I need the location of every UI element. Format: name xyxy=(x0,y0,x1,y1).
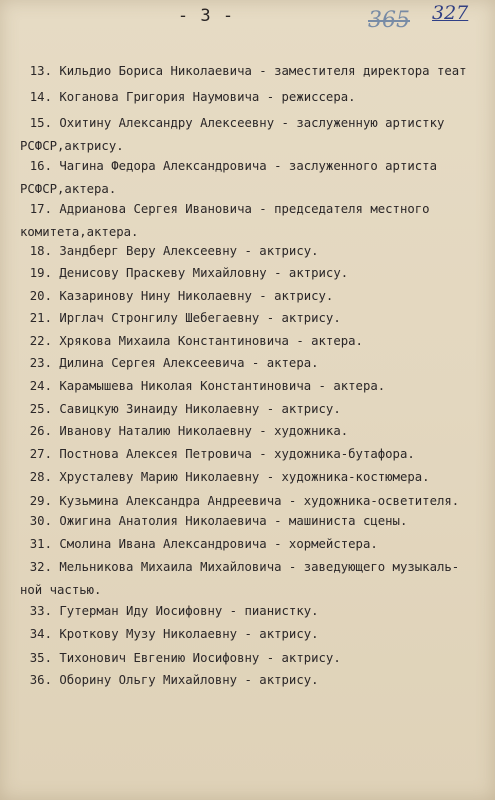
entry-number: 17. xyxy=(29,202,52,216)
entry-text: Охитину Александру Алексеевну - заслуженную артистку xyxy=(59,116,445,130)
entry-line xyxy=(20,330,490,353)
entry-number: 34. xyxy=(29,627,52,641)
entry-text: Казаринову Нину Николаевну - актрису. xyxy=(59,289,334,303)
entry-line xyxy=(20,420,490,443)
entry-text: Чагина Федора Александровича - заслуженного артиста xyxy=(59,159,437,173)
page-number: - 3 - xyxy=(177,6,235,26)
entry-text: Гутерман Иду Иосифовну - пианистку. xyxy=(59,604,319,618)
entry-continuation: РСФСР,актрису. xyxy=(20,139,124,153)
entry-line xyxy=(20,669,490,692)
entry-number: 26. xyxy=(29,424,52,438)
entry-line xyxy=(20,600,490,623)
list-item xyxy=(20,398,490,421)
entry-number: 14. xyxy=(29,90,52,104)
entry-text: Ирглач Стронгилу Шебегаевну - актрису. xyxy=(59,311,341,325)
entry-line xyxy=(20,240,490,263)
entry-text: Мельникова Михаила Михайловича - заведующего музыкаль- xyxy=(59,560,460,574)
entry-number: 31. xyxy=(29,537,52,551)
entry-text: Зандберг Веру Алексеевну - актрису. xyxy=(59,244,319,258)
entry-text: Хрякова Михаила Константиновича - актера. xyxy=(59,334,363,348)
entry-line xyxy=(20,307,490,330)
list-item xyxy=(20,647,490,670)
entry-number: 18. xyxy=(29,244,52,258)
entry-line xyxy=(20,112,490,135)
entry-number: 24. xyxy=(29,379,52,393)
entry-text: Карамышева Николая Константиновича - актера. xyxy=(59,379,386,393)
entry-line xyxy=(20,86,490,109)
list-item xyxy=(20,86,490,109)
entry-text: Кильдио Бориса Николаевича - заместителя директора теат xyxy=(59,64,467,78)
entry-line xyxy=(20,647,490,670)
entry-number: 16. xyxy=(29,159,52,173)
list-item xyxy=(20,330,490,353)
entry-continuation: ной частью. xyxy=(20,583,102,597)
list-item xyxy=(20,60,490,83)
list-item xyxy=(20,623,490,646)
entry-text: Коганова Григория Наумовича - режиссера. xyxy=(59,90,356,104)
entry-line xyxy=(20,60,490,83)
entry-text: Савицкую Зинаиду Николаевну - актрису. xyxy=(59,402,341,416)
entry-line xyxy=(20,623,490,646)
entry-number: 32. xyxy=(29,560,52,574)
list-item xyxy=(20,375,490,398)
entry-line xyxy=(20,285,490,308)
list-item xyxy=(20,112,490,158)
entry-line xyxy=(20,198,490,221)
list-item xyxy=(20,198,490,244)
list-item xyxy=(20,307,490,330)
entry-number: 29. xyxy=(29,494,52,508)
archive-number-old: 365 xyxy=(368,8,410,33)
entry-number: 15. xyxy=(29,116,52,130)
entry-number: 30. xyxy=(29,514,52,528)
entry-line xyxy=(20,155,490,178)
entry-line xyxy=(20,510,490,533)
entry-text: Адрианова Сергея Ивановича - председателя местного xyxy=(59,202,430,216)
list-item xyxy=(20,556,490,602)
entry-text: Оборину Ольгу Михайловну - актрису. xyxy=(59,673,319,687)
entry-number: 23. xyxy=(29,356,52,370)
entry-number: 28. xyxy=(29,470,52,484)
entry-number: 20. xyxy=(29,289,52,303)
entry-number: 13. xyxy=(29,64,52,78)
list-item xyxy=(20,669,490,692)
entry-line xyxy=(20,533,490,556)
entry-text: Тихонович Евгению Иосифовну - актрису. xyxy=(59,651,341,665)
entry-text: Постнова Алексея Петровича - художника-бутафора. xyxy=(59,447,415,461)
list-item xyxy=(20,155,490,201)
entry-number: 35. xyxy=(29,651,52,665)
entry-continuation: РСФСР,актера. xyxy=(20,182,117,196)
list-item xyxy=(20,510,490,533)
entry-line xyxy=(20,443,490,466)
entry-text: Ожигина Анатолия Николаевича - машиниста сцены. xyxy=(59,514,408,528)
entry-number: 19. xyxy=(29,266,52,280)
entry-number: 22. xyxy=(29,334,52,348)
archive-number-new: 327 xyxy=(432,2,469,24)
list-item xyxy=(20,600,490,623)
list-item xyxy=(20,262,490,285)
entry-text: Смолина Ивана Александровича - хормейстера. xyxy=(59,537,378,551)
list-item xyxy=(20,285,490,308)
entry-line xyxy=(20,375,490,398)
entry-text: Кузьмина Александра Андреевича - художника-осветителя. xyxy=(59,494,460,508)
entry-number: 25. xyxy=(29,402,52,416)
entry-number: 27. xyxy=(29,447,52,461)
list-item xyxy=(20,240,490,263)
list-item xyxy=(20,352,490,375)
entry-text: Дилина Сергея Алексеевича - актера. xyxy=(59,356,319,370)
entry-line xyxy=(20,262,490,285)
archive-stamp xyxy=(368,2,488,42)
entry-line xyxy=(20,398,490,421)
list-item xyxy=(20,443,490,466)
list-item xyxy=(20,466,490,489)
entry-text: Кроткову Музу Николаевну - актрису. xyxy=(59,627,319,641)
entry-number: 21. xyxy=(29,311,52,325)
entry-line xyxy=(20,466,490,489)
list-item xyxy=(20,533,490,556)
entry-number: 33. xyxy=(29,604,52,618)
entry-text: Иванову Наталию Николаевну - художника. xyxy=(59,424,349,438)
list-item xyxy=(20,420,490,443)
entry-line xyxy=(20,352,490,375)
entry-text: Денисову Праскеву Михайловну - актрису. xyxy=(59,266,349,280)
entry-line xyxy=(20,556,490,579)
entry-number: 36. xyxy=(29,673,52,687)
entry-continuation: комитета,актера. xyxy=(20,225,139,239)
entry-text: Хрусталеву Марию Николаевну - художника-костюмера. xyxy=(59,470,430,484)
